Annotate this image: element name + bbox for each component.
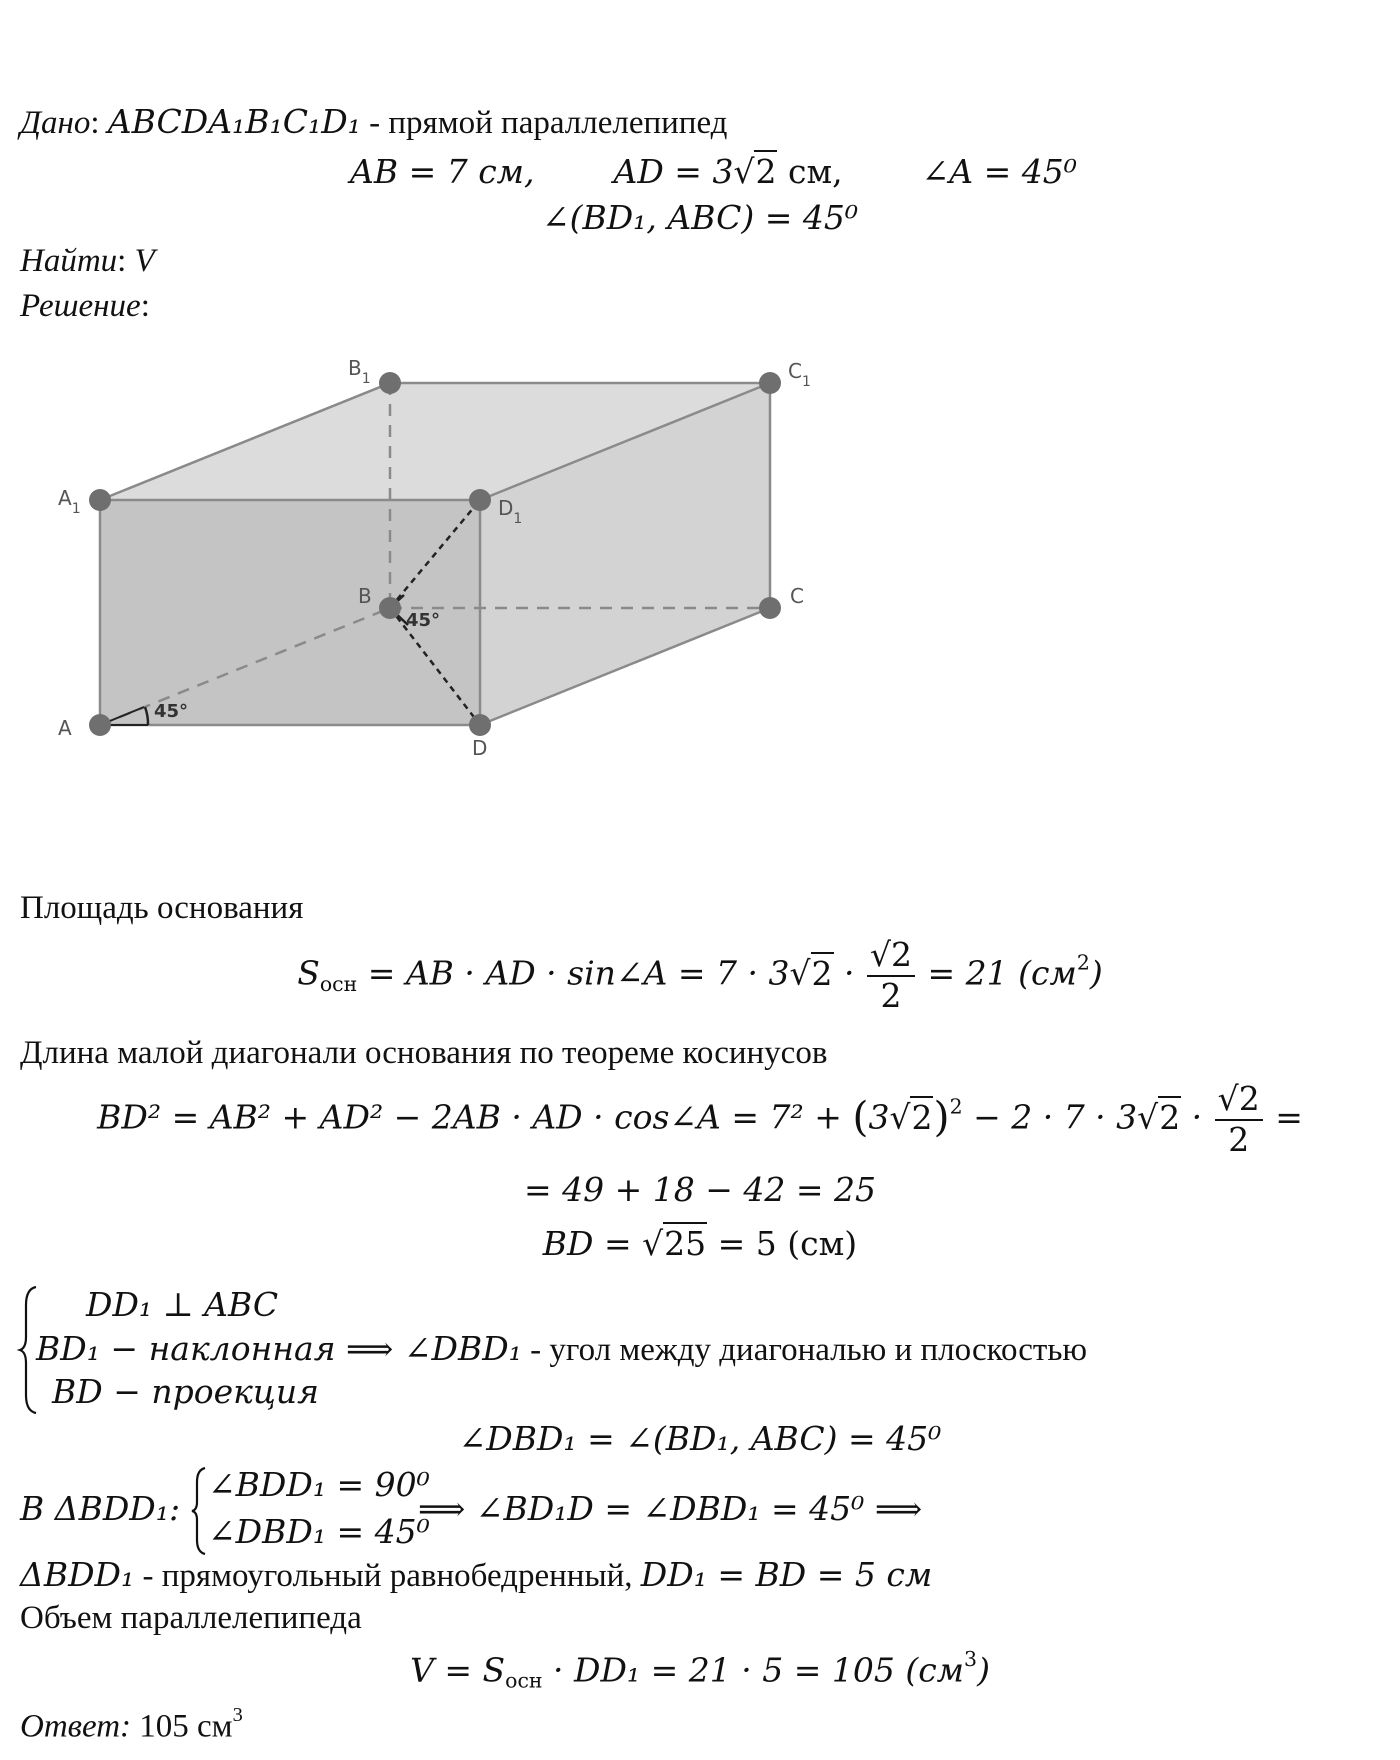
label-b: B: [358, 584, 372, 608]
answer-value: 105 см: [131, 1708, 233, 1745]
diagonal-line3: BD = √25 = 5 (см): [542, 1224, 858, 1263]
solution-line: Решение:: [20, 288, 150, 324]
vertex-a: [89, 714, 111, 736]
label-a1: $A_1$: [58, 486, 81, 517]
given-ab: AB = 7 см,: [350, 152, 535, 191]
label-c1: $C_1$: [788, 359, 811, 390]
diagonal-line1: BD² = AB² + AD² − 2AB · AD · cos∠A = $7^2 + (3√2)^2 - 2 \cdot 7 \cdot 3√2$ · $\frac{√2}{2}$ =: [97, 1079, 1303, 1159]
isosceles-line: ΔBDD₁ - прямоугольный равнобедренный, DD₁ = BD = 5 см: [20, 1555, 933, 1594]
parallelepiped-figure: [40, 356, 840, 795]
vertex-c1: [759, 372, 781, 394]
given-measures: [350, 153, 1077, 191]
system1-row3: BD − проекция: [52, 1372, 319, 1411]
volume-formula: $V = S_{осн} \cdot DD_1 = 21 \cdot 5 = 105$ $(см^3)$: [410, 1647, 990, 1693]
label-a: A: [58, 716, 72, 740]
vertex-a1: [89, 489, 111, 511]
base-area-heading: Площадь основания: [20, 890, 304, 926]
vertex-d1: [469, 489, 491, 511]
label-c: C: [790, 584, 804, 608]
angle-a-label: 45°: [154, 701, 189, 722]
label-d1: $D_1$: [498, 496, 523, 527]
triangle-prefix: В ΔBDD₁:: [20, 1489, 181, 1528]
triangle-row2: ∠DBD₁ = 45⁰: [208, 1512, 430, 1551]
vertex-c: [759, 597, 781, 619]
angle-equality: ∠DBD₁ = ∠(BD₁, ABC) = 45⁰: [458, 1419, 942, 1458]
label-d: D: [472, 736, 488, 760]
label-b1: $B_1$: [348, 356, 371, 387]
system1-row2: BD₁ − наклонная ⟹ ∠DBD₁ - угол между диагональю и плоскостью: [36, 1329, 1088, 1368]
find-value: V: [134, 243, 155, 279]
triangle-row1: ∠BDD₁ = 90⁰: [208, 1465, 430, 1504]
volume-heading: Объем параллелепипеда: [20, 1600, 362, 1636]
angle-b-label: 45°: [406, 610, 441, 631]
triangle-conclusion: ⟹ ∠BD₁D = ∠DBD₁ = 45⁰ ⟹: [418, 1489, 923, 1528]
given-angle-line: ∠(BD₁, ABC) = 45⁰: [541, 198, 859, 237]
diagonal-line2: = 49 + 18 − 42 = 25: [524, 1170, 876, 1209]
diagonal-heading: Длина малой диагонали основания по теореме косинусов: [20, 1035, 828, 1071]
answer-line: Ответ: 105 $см^3$: [20, 1704, 243, 1745]
given-ad: AD = 3√2 см,: [613, 152, 843, 191]
solution-label: Решение: [20, 288, 141, 324]
vertex-b1: [379, 372, 401, 394]
find-line: Найти: V: [20, 243, 155, 279]
system1-row1: DD₁ ⊥ ABC: [86, 1285, 279, 1324]
prism-name: ABCDA₁B₁C₁D₁: [107, 102, 361, 141]
given-angle-a: ∠A = 45⁰: [921, 152, 1077, 191]
vertex-b: [379, 597, 401, 619]
system2-brace: [190, 1466, 208, 1556]
prism-description: - прямой параллелепипед: [369, 105, 728, 141]
base-area-formula: $S_{осн}$ = AB · AD · sin∠A = 7 · 3√2 · $\frac{√2}{2}$ = 21 $(см^2)$: [297, 935, 1103, 1015]
given-label: Дано: [20, 105, 91, 141]
find-label: Найти: [20, 243, 118, 279]
answer-label: Ответ:: [20, 1708, 132, 1745]
given-line: Дано: ABCDA₁B₁C₁D₁ - прямой параллелепипед: [20, 102, 728, 141]
vertex-d: [469, 714, 491, 736]
